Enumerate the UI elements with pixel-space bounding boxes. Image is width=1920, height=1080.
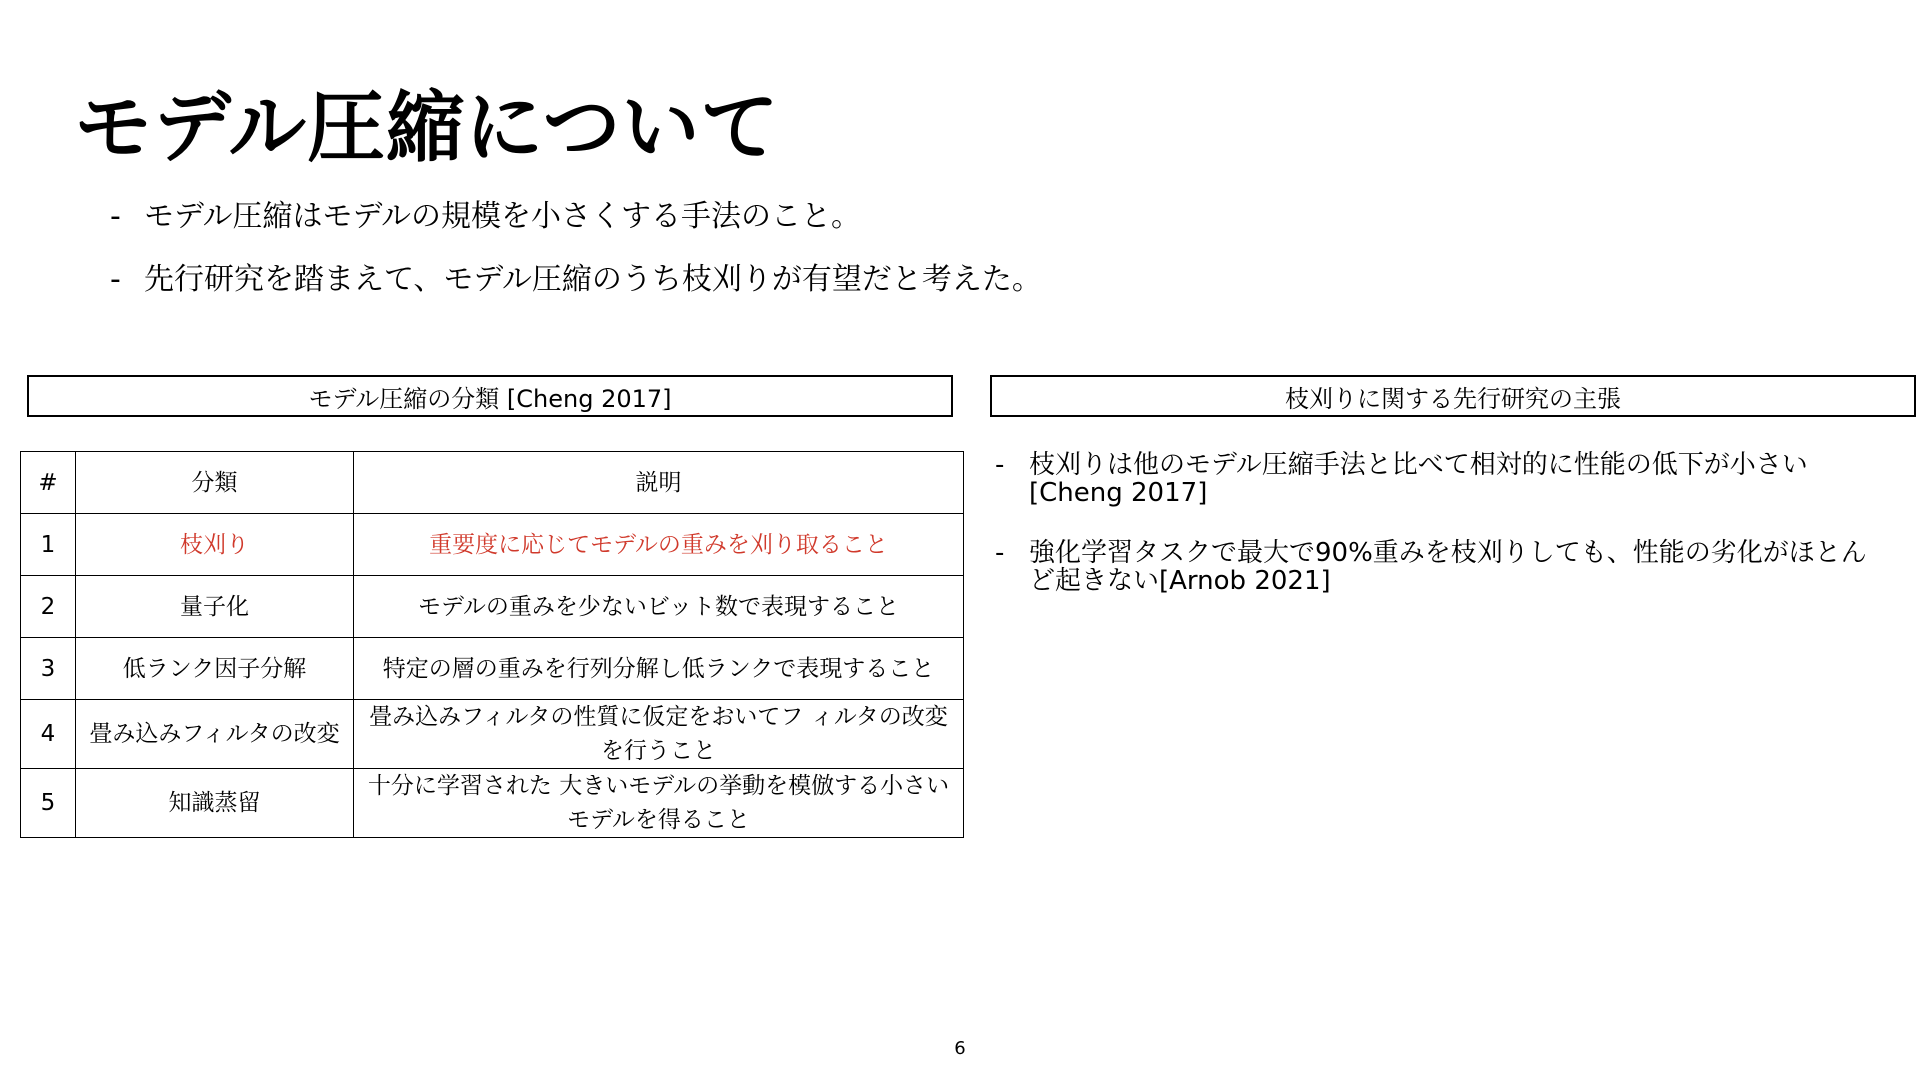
- table-row: [21, 576, 964, 638]
- row-number: 1: [21, 514, 76, 576]
- row-category: 畳み込みフィルタの改変: [76, 700, 354, 769]
- row-number: 5: [21, 769, 76, 838]
- row-description: 十分に学習された 大きいモデルの挙動を模倣する小さいモデルを得ること: [354, 769, 964, 838]
- slide-title: モデル圧縮について: [74, 83, 780, 173]
- column-header-description: 説明: [354, 452, 964, 514]
- column-header-category: 分類: [76, 452, 354, 514]
- row-category: 知識蒸留: [76, 769, 354, 838]
- classification-header-text: モデル圧縮の分類 [Cheng 2017]: [308, 384, 672, 413]
- table-row: [21, 769, 964, 838]
- row-description: モデルの重みを少ないビット数で表現すること: [354, 576, 964, 638]
- intro-bullet: [110, 259, 1042, 301]
- row-category: 量子化: [76, 576, 354, 638]
- table-row: [21, 638, 964, 700]
- bullet-marker: -: [995, 450, 1005, 480]
- bullet-marker: -: [110, 262, 121, 297]
- row-category: 枝刈り: [76, 514, 354, 576]
- column-header-number: #: [21, 452, 76, 514]
- prior-research-header-text: 枝刈りに関する先行研究の主張: [1285, 384, 1621, 413]
- intro-bullet-text: モデル圧縮はモデルの規模を小さくする手法のこと。: [144, 199, 861, 234]
- classification-table: [20, 451, 964, 838]
- row-description: 特定の層の重みを行列分解し低ランクで表現すること: [354, 638, 964, 700]
- claim-text: 強化学習タスクで最大で90%重みを枝刈りしても、性能の劣化がほとんど起きない[Arnob 2021]: [1029, 538, 1867, 596]
- row-number: 2: [21, 576, 76, 638]
- row-description: 重要度に応じてモデルの重みを刈り取ること: [354, 514, 964, 576]
- intro-bullet-list: [110, 196, 1042, 322]
- row-category: 低ランク因子分解: [76, 638, 354, 700]
- claim-item: [995, 451, 1875, 507]
- table-row: [21, 700, 964, 769]
- page-number: 6: [954, 1038, 966, 1059]
- prior-research-claims: [995, 451, 1875, 627]
- claim-text: 枝刈りは他のモデル圧縮手法と比べて相対的に性能の低下が小さい[Cheng 2017]: [1029, 450, 1808, 508]
- prior-research-header: [990, 375, 1916, 417]
- table-header-row: [21, 452, 964, 514]
- claim-item: [995, 539, 1875, 595]
- row-number: 3: [21, 638, 76, 700]
- classification-header: [27, 375, 953, 417]
- bullet-marker: -: [110, 199, 121, 234]
- intro-bullet: [110, 196, 1042, 238]
- intro-bullet-text: 先行研究を踏まえて、モデル圧縮のうち枝刈りが有望だと考えた。: [144, 262, 1042, 297]
- bullet-marker: -: [995, 538, 1005, 568]
- row-number: 4: [21, 700, 76, 769]
- row-description: 畳み込みフィルタの性質に仮定をおいてフ ィルタの改変を行うこと: [354, 700, 964, 769]
- table-row: [21, 514, 964, 576]
